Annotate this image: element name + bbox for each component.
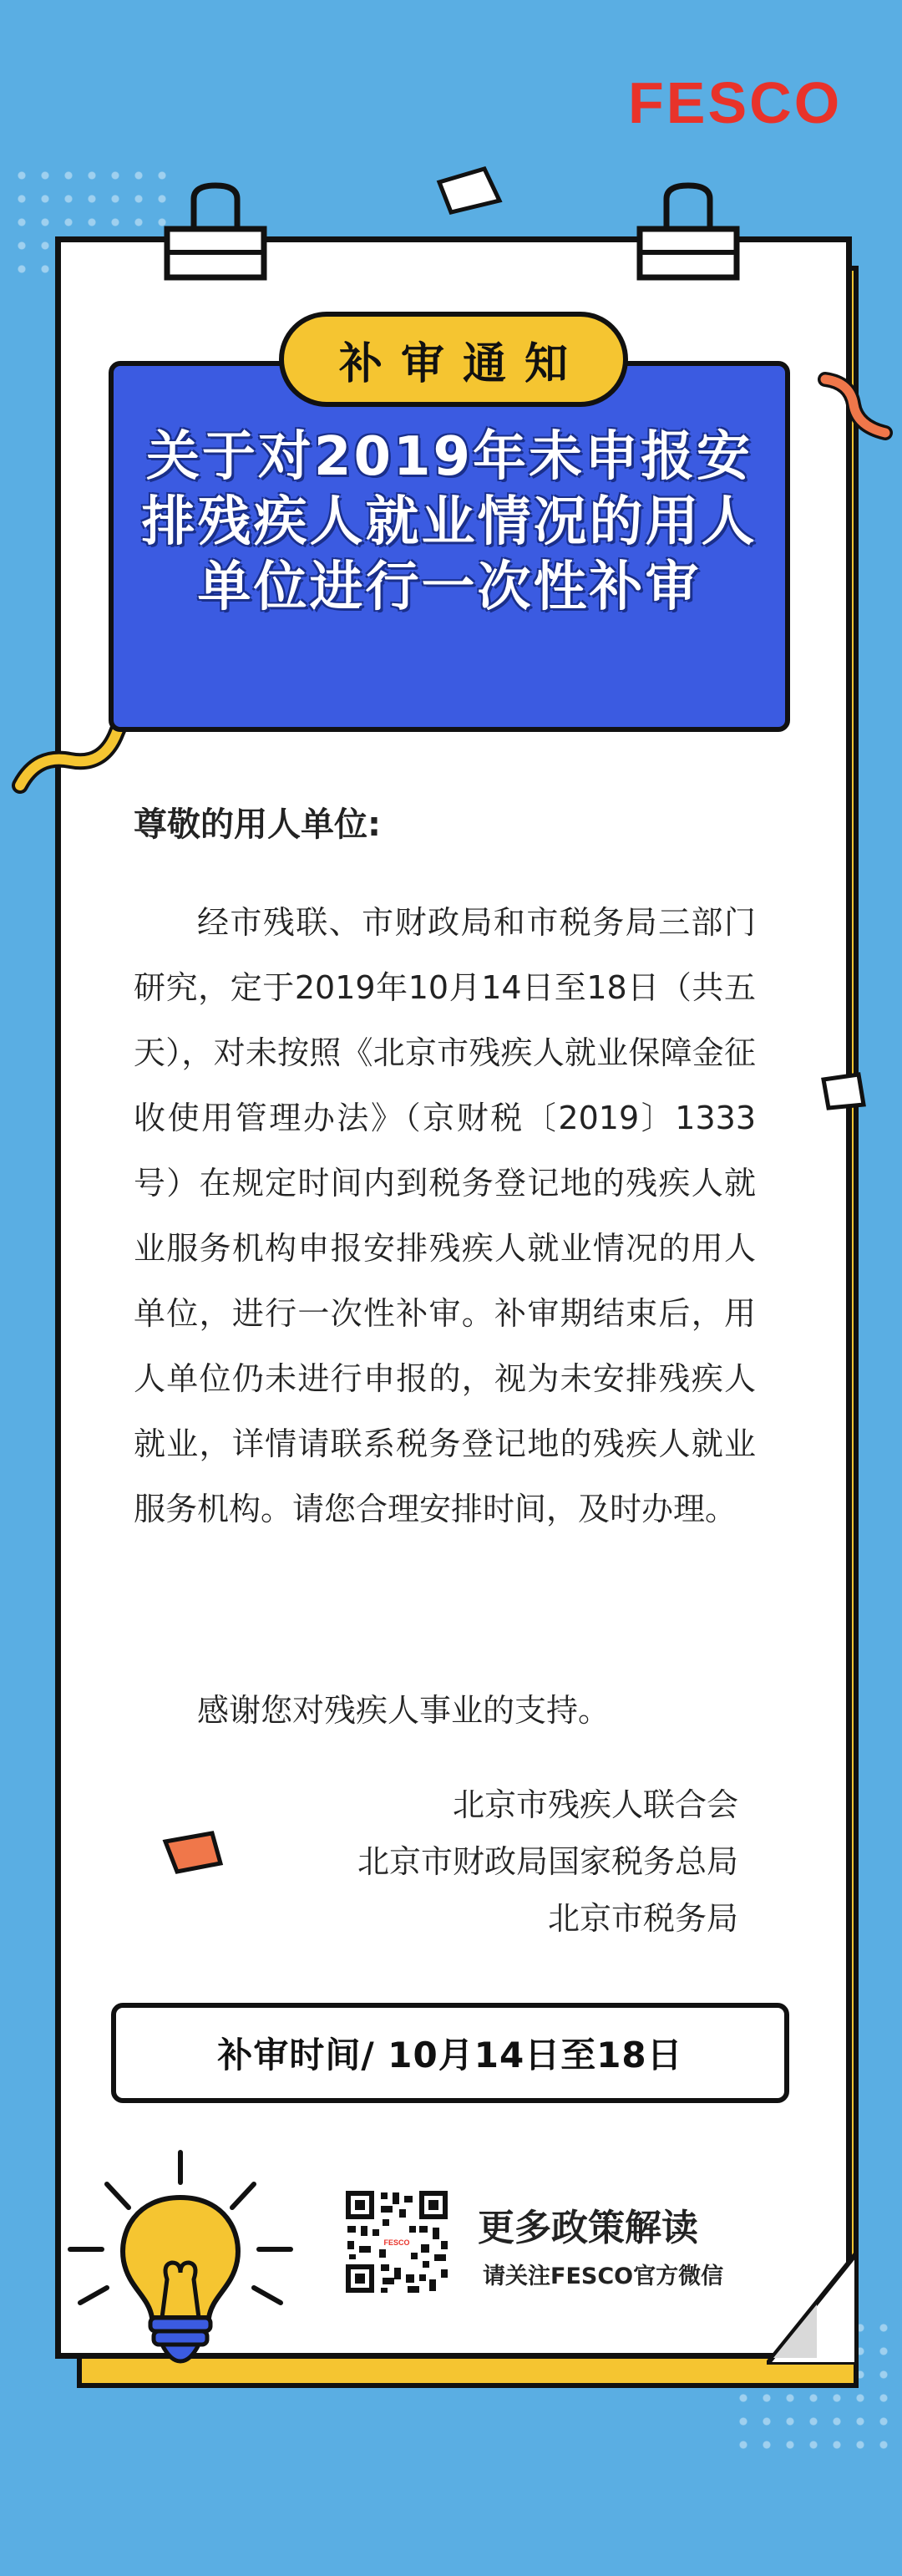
lightbulb-icon xyxy=(55,2139,306,2365)
signers xyxy=(357,1776,738,1947)
qr-code[interactable] xyxy=(342,2187,451,2296)
paper-scrap-red-icon xyxy=(162,1830,224,1877)
follow-wechat-label: 请关注FESCO官方微信 xyxy=(483,2264,724,2289)
more-policy-label: 更多政策解读 xyxy=(478,2207,698,2249)
page-fold-icon xyxy=(767,2253,859,2365)
paper-scrap-icon xyxy=(434,164,504,217)
greeting: 尊敬的用人单位: xyxy=(134,805,381,844)
binder-clip-icon xyxy=(164,182,267,281)
ribbon-red-icon xyxy=(817,368,894,445)
notice-tag-text: 补审通知 xyxy=(338,338,586,389)
thanks-line: 感谢您对残疾人事业的支持。 xyxy=(197,1692,611,1729)
signer: 北京市财政局国家税务总局 xyxy=(357,1843,738,1880)
signer: 北京市税务局 xyxy=(547,1900,738,1937)
qr-logo-text: FESCO xyxy=(383,2238,410,2247)
notice-body: 经市残联、市财政局和市税务局三部门研究，定于2019年10月14日至18日（共五天），对未按照《北京市残疾人就业保障金征收使用管理办法》（京财税〔2019〕1333号）在规定时间内到税务登记地的残疾人就业服务机构申报安排残疾人就业情况的用人单位，进行一次性补审。补审期结束后，用人单位仍未进行申报的，视为未安排残疾人就业，详情请联系税务登记地的残疾人就业服务机构。请您合理安排时间，及时办理。 xyxy=(134,904,756,1527)
notice-tag xyxy=(279,312,628,407)
binder-clip-icon xyxy=(636,182,740,281)
review-time-box xyxy=(111,2003,789,2103)
page-title: 关于对2019年未申报安排残疾人就业情况的用人单位进行一次性补审 xyxy=(141,426,758,618)
review-time-text: 补审时间/ 10月14日至18日 xyxy=(217,2035,683,2076)
paper-scrap-icon xyxy=(818,1071,869,1113)
fesco-logo: FESCO xyxy=(628,70,843,135)
signer: 北京市残疾人联合会 xyxy=(452,1786,738,1823)
